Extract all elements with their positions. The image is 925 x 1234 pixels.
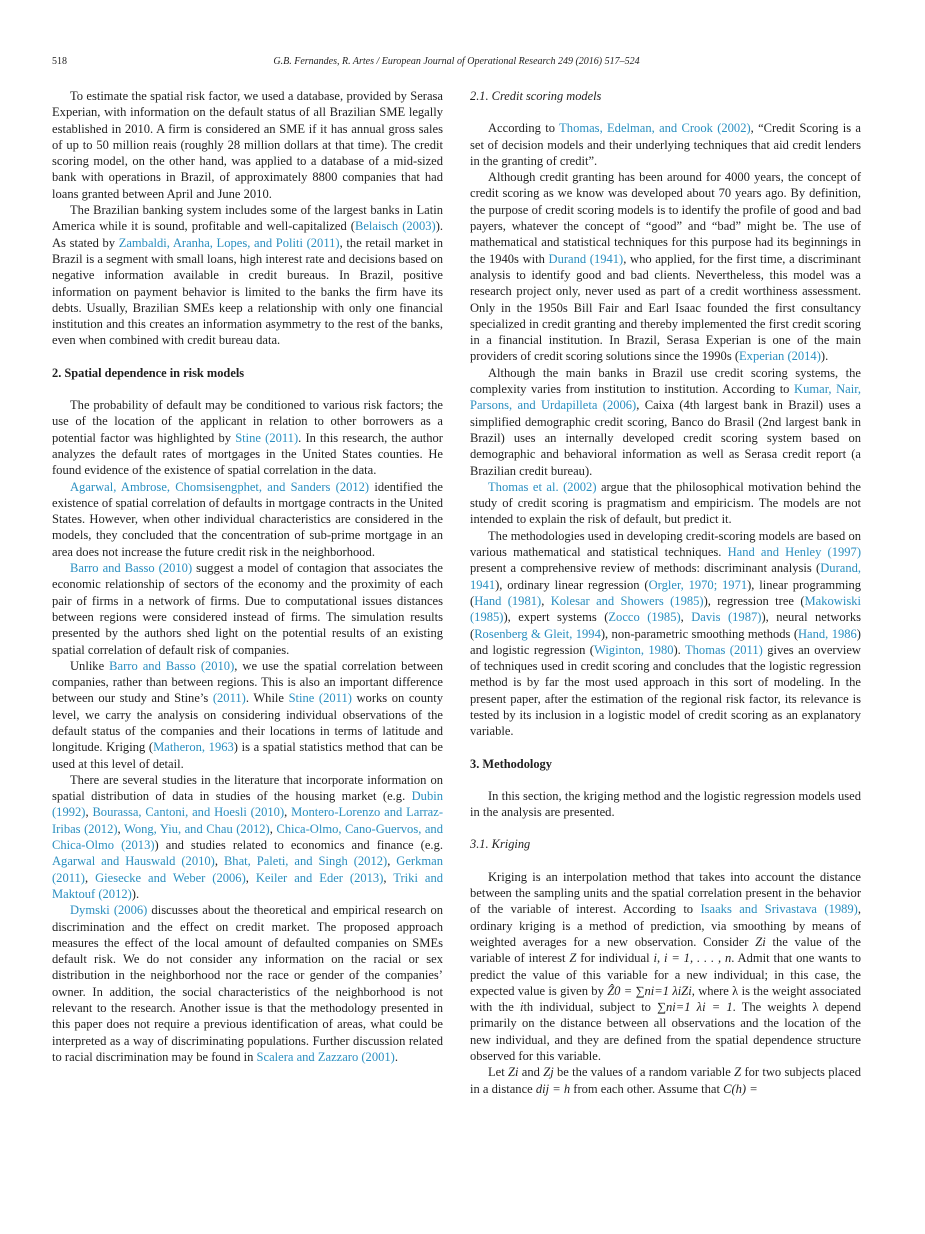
citation-link[interactable]: Hand and Henley (1997) [727, 545, 862, 560]
subsection-heading-kriging: 3.1. Kriging [470, 837, 531, 852]
citation-link[interactable]: Hand, 1986 [798, 626, 857, 641]
left-column [52, 88, 443, 1065]
running-head: G.B. Fernandes, R. Artes / European Journal of Operational Research 249 (2016) 517–524 [273, 56, 640, 67]
citation-link[interactable]: Barro and Basso (2010) [109, 658, 235, 673]
citation-link[interactable]: Isaaks and Srivastava (1989) [700, 902, 858, 917]
citation-link[interactable]: Giesecke and Weber (2006) [95, 870, 246, 885]
math-z: Z [734, 1065, 742, 1080]
math-z: Z [569, 951, 577, 966]
citation-link[interactable]: Montero-Lorenzo and Larraz-Iribas (2012) [52, 805, 443, 836]
citation-link[interactable]: Matheron, 1963 [153, 740, 234, 755]
citation-link[interactable]: Gerkman (2011) [52, 854, 443, 885]
paragraph-unlike: Unlike Barro and Basso (2010), we use the spatial correlation between companies, rather than between regions. This is also an important difference between our study and Stine’s (2011). While Stine (2011) works on county level, we carry the analysis on considering individual observations of the default status of the companies and their locations in terms of latitude and longitude. Kriging (Matheron, 1963) is a spatial statistics method that can be used at this level of detail. [52, 658, 443, 771]
citation-link[interactable]: Barro and Basso (2010) [70, 561, 193, 576]
citation-link[interactable]: (2011) [212, 691, 246, 706]
citation-link[interactable]: Bourassa, Cantoni, and Hoesli (2010) [92, 805, 285, 820]
paragraph-several-studies: There are several studies in the literature that incorporate information on spatial distribution of data in studies of the housing market (e.g. Dubin (1992), Bourassa, Cantoni, and Hoesli (2010), Montero-Lorenzo and Larraz-Iribas (2012), Wong, Yiu, and Chau (2012), Chica-Olmo, Cano-Guervos, and Chica-Olmo (2013)) and studies related to economics and finance (e.g. Agarwal and Hauswald (2010), Bhat, Paleti, and Singh (2012), Gerkman (2011), Giesecke and Weber (2006), Keiler and Eder (2013), Triki and Maktouf (2012)). [52, 772, 444, 901]
citation-link[interactable]: Kolesar and Showers (1985) [550, 593, 704, 608]
math-zi: Zi [508, 1065, 519, 1080]
paragraph-credit-history: Although credit granting has been around for 4000 years, the concept of credit scoring as we know was developed about 70 years ago. By definition, the purpose of credit scoring models is to identify the profile of good and bad payers, whatever the concept of “good” and “bad” might be. The use of mathematical and statistical techniques for this purpose had its beginnings in the 1940s with Durand (1941), who applied, for the first time, a discriminant analysis to identify good and bad clients. Nevertheless, this model was a research project only, never used as part of a credit worthiness assessment. Only in the 1950s Bill Fair and Earl Isaac founded the first consultancy specialized in credit granting and thereby implemented the first credit scoring in a financial institution. In Brazil, Serasa Experian is one of the main providers of credit scoring solutions since the 1990s (Experian (2014)). [470, 170, 861, 364]
math-i: i [519, 1000, 524, 1015]
citation-link[interactable]: Orgler, 1970; 1971 [648, 577, 748, 592]
paragraph-kriging: Kriging is an interpolation method that takes into account the distance between the sampling units and the spatial correlation present in the behavior of the variable of interest. According to Isaaks and Srivastava (1989), ordinary kriging is a method of prediction, via smoothing by means of weighted averages for a new observation. Consider Zi the value of the variable of interest Z for individual i, i = 1, . . . , n. Admit that one wants to predict the value of this variable for a new individual; in this case, the expected value is given by Ẑ0 = ∑ni=1 λiZi, where λ is the weight associated with the ith individual, subject to ∑ni=1 λi = 1. The weights λ depend primarily on the distance between all observations and the location of the new individual, and they are defined from the spatial dependence structure observed for this variable. [470, 869, 862, 1064]
paragraph-methodologies: The methodologies used in developing credit-scoring models are based on various mathematical and statistical techniques. Hand and Henley (1997) present a comprehensive review of methods: discriminant analysis (Durand, 1941), ordinary linear regression (Orgler, 1970; 1971), linear programming (Hand (1981), Kolesar and Showers (1985)), regression tree (Makowiski (1985)), expert systems (Zocco (1985), Davis (1987)), neural networks (Rosenberg & Gleit, 1994), non-parametric smoothing methods (Hand, 1986) and logistic regression (Wiginton, 1980). Thomas (2011) gives an overview of techniques used in credit scoring and concludes that the logistic regression method is by far the most used approach in this sort of modeling. In the present paper, after the estimation of the regional risk factor, its relevance is tested by its inclusion in a logistic model of credit scoring as an explanatory variable. [470, 528, 862, 739]
citation-link[interactable]: Stine (2011) [288, 691, 352, 706]
section-heading-spatial-dependence: 2. Spatial dependence in risk models [52, 365, 245, 380]
paragraph-thomas: Thomas et al. (2002) argue that the philosophical motivation behind the study of credit scoring is pragmatism and empiricism. The models are not intended to explain the risk of default, but predict it. [470, 479, 861, 527]
citation-link[interactable]: Rosenberg & Gleit, 1994 [474, 626, 601, 641]
paragraph-methodology-intro: In this section, the kriging method and the logistic regression models used in the analysis are presented. [470, 788, 861, 820]
citation-link[interactable]: Thomas, Edelman, and Crook (2002) [559, 121, 751, 136]
citation-link[interactable]: Belaisch (2003) [354, 219, 436, 234]
math-estimate: Ẑ0 = ∑ni=1 λiZi [607, 983, 692, 998]
math-constraint: ∑ni=1 λi = 1 [657, 1000, 733, 1015]
subsection-heading-credit-scoring: 2.1. Credit scoring models [470, 89, 602, 103]
citation-link[interactable]: Triki and Maktouf (2012) [52, 870, 444, 901]
citation-link[interactable]: Thomas (2011) [684, 642, 763, 657]
math-index-range: i = 1, . . . , n [664, 951, 732, 966]
section-heading-methodology: 3. Methodology [470, 756, 552, 771]
paragraph-dymski: Dymski (2006) discusses about the theoretical and empirical research on discrimination and the effect on credit market. The proposed approach measures the effect of the local amount of defaulted companies on SMEs default risk. We do not consider any information on the racial or sex distribution in the neighborhood nor the race or gender of the companies’ owner. In addition, the social characteristics of the neighborhood is not relevant to the research. Another issue is that the methodology presented in this paper does not require a previous identification of areas, what could be interpreted as a way of discriminating populations. Further discussion related to racial discrimination may be found in Scalera and Zazzaro (2001). [52, 903, 443, 1064]
citation-link[interactable]: Zambaldi, Aranha, Lopes, and Politi (2011) [118, 235, 340, 250]
running-header [52, 56, 861, 72]
citation-link[interactable]: Stine (2011) [235, 430, 299, 445]
citation-link[interactable]: Scalera and Zazzaro (2001) [256, 1049, 395, 1064]
paragraph-agarwal: Agarwal, Ambrose, Chomsisengphet, and Sanders (2012) identified the existence of spatial correlation of defaults in mortgage contracts in the United States. However, when other individual characteristics are considered in the models, they concluded that the concentration of sub-prime mortgage in an area does not increase the future credit risk in the neighborhood. [52, 479, 443, 559]
citation-link[interactable]: Zocco (1985) [608, 610, 681, 625]
citation-link[interactable]: Dymski (2006) [70, 903, 148, 918]
math-zi: Zi [755, 934, 766, 949]
right-column [470, 88, 861, 1097]
paragraph-let-zi-zj: Let Zi and Zj be the values of a random variable Z for two subjects placed in a distance dij = h from each other. Assume that C(h) = [470, 1065, 861, 1096]
citation-link[interactable]: Thomas et al. (2002) [488, 479, 597, 494]
citation-link[interactable]: Dubin (1992) [52, 789, 443, 820]
citation-link[interactable]: Keiler and Eder (2013) [255, 870, 384, 885]
citation-link[interactable]: Durand (1941) [548, 251, 624, 266]
citation-link[interactable]: Agarwal, Ambrose, Chomsisengphet, and Sanders (2012) [70, 479, 370, 494]
page-number: 518 [52, 56, 67, 67]
citation-link[interactable]: Kumar, Nair, Parsons, and Urdapilleta (2006) [470, 382, 862, 413]
citation-link[interactable]: Agarwal and Hauswald (2010) [52, 854, 215, 869]
paragraph-banking-system: The Brazilian banking system includes some of the largest banks in Latin America while it is sound, profitable and well-capitalized (Belaisch (2003)). As stated by Zambaldi, Aranha, Lopes, and Politi (2011), the retail market in Brazil is a segment with small loans, high interest rate and decisions based on negative information available in credit bureaus. In Brazil, positive information on payment behavior is limited to the banks the firm have its debts. Usually, Brazilian SMEs keep a relationship with only one financial institution and this creates an information asymmetry to the rest of the banks, even when combined with credit bureau data. [52, 203, 444, 348]
citation-link[interactable]: Hand (1981) [474, 593, 542, 608]
citation-link[interactable]: Experian (2014) [739, 349, 821, 364]
paragraph-barro-basso: Barro and Basso (2010) suggest a model of contagion that associates the economic relationship of sectors of the economy and the proximity of each pair of firms in a network of firms. Due to computational issues distances between regions were considered instead of firms. The simulation results presented by the authors shed light on the potential results of an existing spatial correlation of default risk of companies. [52, 561, 443, 657]
paragraph-data-description: To estimate the spatial risk factor, we used a database, provided by Serasa Experian, with information on the default status of all Brazilian SME legally established in 2010. A firm is considered an SME if it has annual gross sales of up to 50 million reais (roughly 28 million dollars at that time). The credit scoring model, on the other hand, was applied to a database of a mid-sized bank with operations in Brazil, of approximately 8800 companies that had loans granted between April and June 2010. [52, 89, 443, 201]
math-i: i [653, 951, 657, 966]
citation-link[interactable]: Wiginton, 1980 [593, 642, 674, 657]
citation-link[interactable]: Makowiski (1985) [470, 593, 861, 625]
citation-link[interactable]: Bhat, Paleti, and Singh (2012) [223, 854, 388, 869]
paragraph-brazil-banks: Although the main banks in Brazil use credit scoring systems, the complexity varies from institution to institution. According to Kumar, Nair, Parsons, and Urdapilleta (2006), Caixa (4th largest bank in Brazil) uses a simplified demographic credit scoring, Banco do Brasil (2nd largest bank in Brazil) uses an internally developed credit scoring system based on demographic and behavioral information as well as Serasa credit report (a Brazilian credit bureau). [470, 365, 862, 478]
paragraph-probability-default: The probability of default may be conditioned to various risk factors; the use of the location of the applicant in relation to other borrowers as a potential factor was highlighted by Stine (2011). In this research, the author analyzes the default rates of mortgages in the United States counties. He found evidence of the existence of spatial correlation in the data. [52, 398, 443, 478]
citation-link[interactable]: Durand, 1941 [470, 561, 861, 592]
math-distance: dij = h [535, 1081, 571, 1096]
citation-link[interactable]: Davis (1987) [691, 610, 762, 625]
paragraph-credit-scoring-definition: According to Thomas, Edelman, and Crook (2002), “Credit Scoring is a set of decision models and their underlying techniques that aid credit lenders in the granting of credit”. [470, 121, 861, 168]
math-zj: Zj [543, 1065, 554, 1080]
math-covariance: C(h) = [723, 1081, 758, 1096]
citation-link[interactable]: Chica-Olmo, Cano-Guervos, and Chica-Olmo (2013) [52, 821, 443, 853]
citation-link[interactable]: Wong, Yiu, and Chau (2012) [123, 821, 270, 836]
